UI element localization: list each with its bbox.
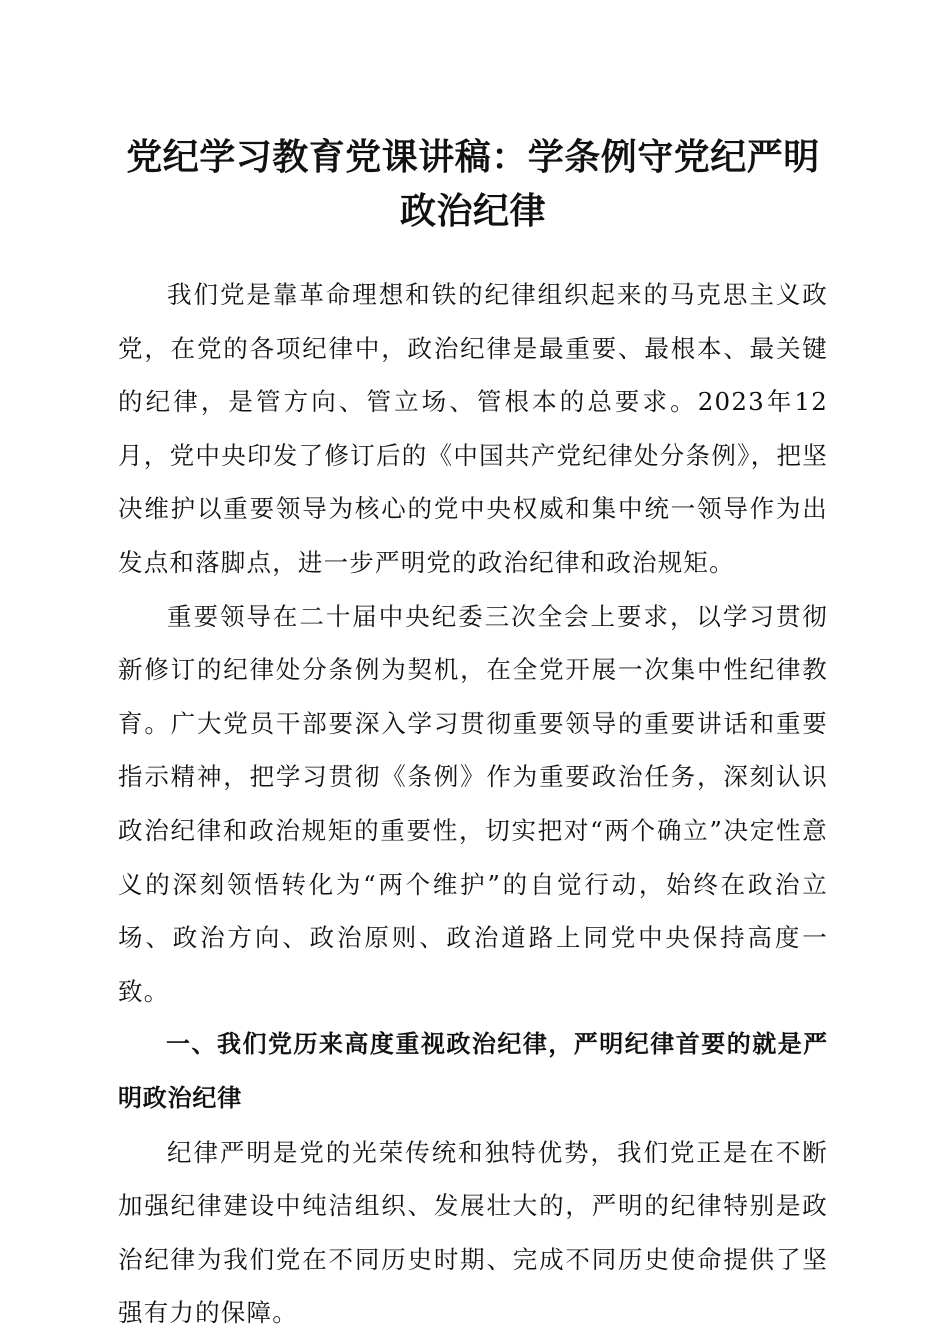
section-heading-1: 一、我们党历来高度重视政治纪律，严明纪律首要的就是严明政治纪律 bbox=[118, 1030, 828, 1112]
section-1-paragraph-1: 纪律严明是党的光荣传统和独特优势，我们党正是在不断加强纪律建设中纯洁组织、发展壮大的，严明的纪律特别是政治纪律为我们党在不同历史时期、完成不同历史使命提供了坚强有力的保障。 bbox=[118, 1137, 828, 1328]
document-title: 党纪学习教育党课讲稿：学条例守党纪严明政治纪律 bbox=[126, 136, 820, 232]
body-paragraph-1: 我们党是靠革命理想和铁的纪律组织起来的马克思主义政党，在党的各项纪律中，政治纪律是最重要、最根本、最关键的纪律，是管方向、管立场、管根本的总要求。2023年12月，党中央印发了修订后的《中国共产党纪律处分条例》，把坚决维护以重要领导为核心的党中央权威和集中统一领导作为出发点和落脚点，进一步严明党的政治纪律和政治规矩。 bbox=[118, 280, 828, 577]
document-body bbox=[118, 268, 828, 1340]
document-page bbox=[118, 130, 828, 1340]
body-paragraph-2: 重要领导在二十届中央纪委三次全会上要求，以学习贯彻新修订的纪律处分条例为契机，在全党开展一次集中性纪律教育。广大党员干部要深入学习贯彻重要领导的重要讲话和重要指示精神，把学习贯彻《条例》作为重要政治任务，深刻认识政治纪律和政治规矩的重要性，切实把对“两个确立”决定性意义的深刻领悟转化为“两个维护”的自觉行动，始终在政治立场、政治方向、政治原则、政治道路上同党中央保持高度一致。 bbox=[118, 601, 828, 1006]
